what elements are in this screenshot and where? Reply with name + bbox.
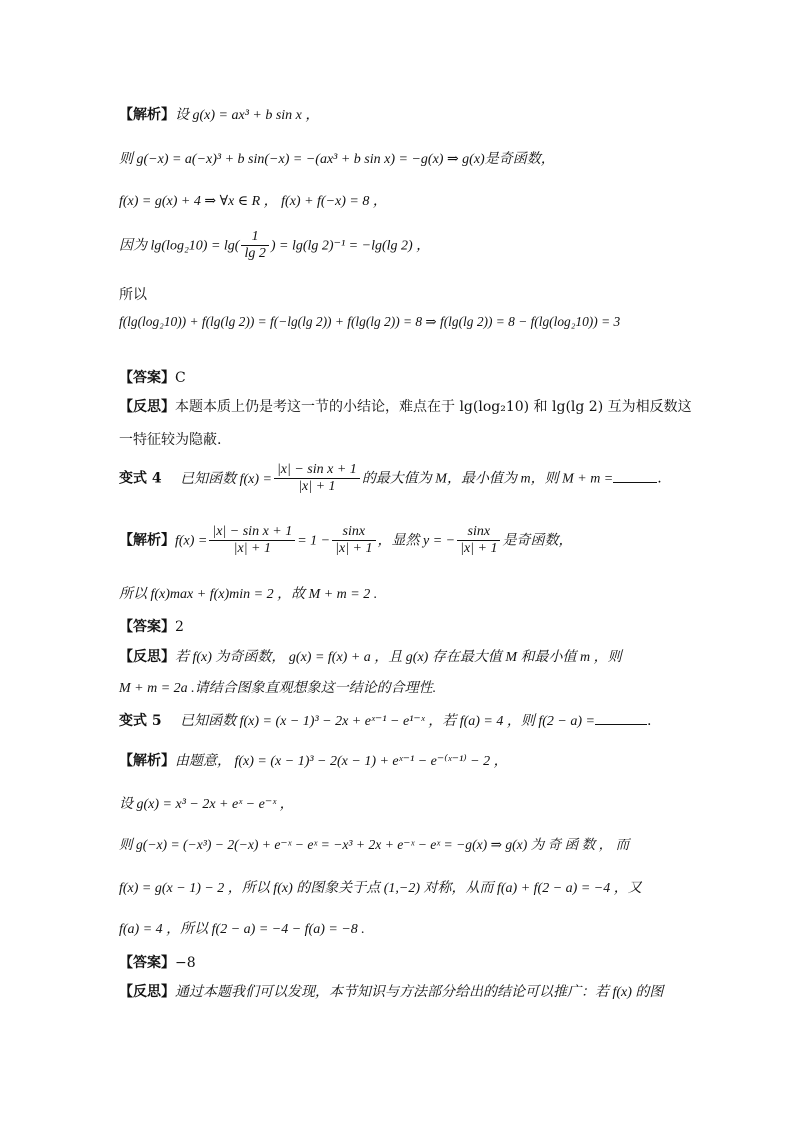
variant-4-suffix: 的最大值为 M，最小值为 m，则 M + m = — [361, 471, 614, 487]
reflection-2-line-2 — [119, 679, 436, 698]
reflection-3-text-1: 通过本题我们可以发现，本节知识与方法部分给出的结论可以推广：若 f(x) 的图 — [175, 985, 664, 1000]
answer-3-line — [119, 954, 196, 972]
answer-2-value: 2 — [175, 619, 184, 635]
solution-1-line-4 — [119, 229, 430, 262]
reflection-2-text-1: 若 f(x) 为奇函数， g(x) = f(x) + a ，且 g(x) 存在最大值 M 和最小值 m ，则 — [175, 650, 622, 665]
solution-1-line-2 — [119, 150, 555, 169]
solution-2-fraction-2 — [332, 524, 375, 557]
variant-4-line — [119, 462, 662, 495]
solution-3-line-5 — [119, 920, 365, 939]
solution-3-text-3: 则 g(−x) = (−x³) − 2(−x) + e⁻ˣ − eˣ = −x³ + 2x + e⁻ˣ − eˣ = −g(x) ⇒ g(x) 为 奇 函 数 ， 而 — [119, 837, 630, 852]
variant-4-end: . — [657, 470, 662, 487]
fraction-denominator: |x| + 1 — [233, 541, 271, 556]
solution-1-text-4b: ) = lg(lg 2)⁻¹ = −lg(lg 2) ， — [270, 238, 431, 254]
answer-1-value: C — [175, 370, 186, 386]
fraction-denominator: lg 2 — [244, 246, 266, 261]
solution-3-line-4 — [119, 879, 642, 898]
fraction-numerator: sinx — [457, 524, 500, 541]
solution-2-mid-2: ，显然 y = − — [377, 533, 456, 549]
solution-3-text-5: f(a) = 4 ，所以 f(2 − a) = −4 − f(a) = −8 . — [119, 922, 365, 937]
solution-3-line-3 — [119, 836, 629, 854]
fraction-1-over-lg2 — [241, 229, 268, 262]
solution-3-text-4: f(x) = g(x − 1) − 2 ，所以 f(x) 的图象关于点 (1,−2) 对称，从而 f(a) + f(2 − a) = −4 ，又 — [119, 881, 642, 896]
variant-4-fraction — [274, 462, 360, 495]
solution-2-text-2: 所以 f(x)max + f(x)min = 2 ，故 M + m = 2 . — [119, 587, 378, 602]
answer-3-value: −8 — [175, 955, 196, 971]
solution-2-mid-1: = 1 − — [297, 533, 331, 549]
solution-3-line-2 — [119, 795, 294, 814]
solution-1-text-6: f(lg(log₂10)) + f(lg(lg 2)) = f(−lg(lg 2)) + f(lg(lg 2)) = 8 ⇒ f(lg(lg 2)) = 8 − f(lg(log₂10)) = 3 — [119, 314, 621, 329]
solution-1-line-1 — [119, 106, 319, 125]
solution-2-line-1 — [119, 524, 572, 557]
solution-1-line-6 — [119, 313, 620, 332]
reflection-1-line-2 — [119, 431, 221, 449]
variant-5-label: 变式 5 — [119, 713, 162, 729]
solution-2-fraction-1 — [209, 524, 295, 557]
solution-1-label: 【解析】 — [119, 107, 175, 123]
solution-1-text-3: f(x) = g(x) + 4 ⇒ ∀x ∈ R ， f(x) + f(−x) = 8 ， — [119, 194, 387, 209]
solution-2-line-2 — [119, 585, 377, 604]
solution-2-suffix: 是奇函数， — [502, 533, 573, 549]
reflection-1-label: 【反思】 — [119, 399, 175, 415]
solution-3-text-2: 设 g(x) = x³ − 2x + eˣ − e⁻ˣ ， — [119, 797, 294, 812]
reflection-1-text-2: 一特征较为隐蔽. — [119, 432, 222, 448]
solution-2-prefix: f(x) = — [175, 533, 208, 549]
variant-4-prefix: 已知函数 f(x) = — [180, 471, 272, 487]
solution-3-line-1 — [119, 752, 508, 771]
solution-3-text-1: 由题意， f(x) = (x − 1)³ − 2(x − 1) + eˣ⁻¹ − e⁻⁽ˣ⁻¹⁾ − 2 ， — [175, 754, 508, 769]
fraction-denominator: |x| + 1 — [460, 541, 498, 556]
reflection-3-line-1 — [119, 983, 663, 1002]
solution-1-text-1: 设 g(x) = ax³ + b sin x ， — [175, 108, 320, 123]
reflection-1-text-1: 本题本质上仍是考这一节的小结论，难点在于 lg(log₂10) 和 lg(lg 2) 互为相反数这 — [175, 399, 692, 415]
variant-4-label: 变式 4 — [119, 470, 162, 487]
variant-5-line — [119, 712, 651, 731]
solution-3-label: 【解析】 — [119, 753, 175, 769]
reflection-2-label: 【反思】 — [119, 649, 175, 665]
variant-5-text: 已知函数 f(x) = (x − 1)³ − 2x + eˣ⁻¹ − e¹⁻ˣ ，若 f(a) = 4 ，则 f(2 − a) = — [180, 714, 595, 729]
fraction-denominator: |x| + 1 — [335, 541, 373, 556]
solution-1-text-4a: 因为 lg(log₂10) = lg( — [119, 238, 240, 254]
answer-1-label: 【答案】 — [119, 370, 175, 386]
solution-1-text-5: 所以 — [119, 287, 147, 303]
solution-1-text-2: 则 g(−x) = a(−x)³ + b sin(−x) = −(ax³ + b sin x) = −g(x) ⇒ g(x)是奇函数， — [119, 152, 555, 167]
answer-2-label: 【答案】 — [119, 619, 175, 635]
fraction-numerator: |x| − sin x + 1 — [209, 524, 295, 541]
solution-1-line-5 — [119, 286, 147, 304]
answer-blank — [595, 712, 647, 725]
solution-2-fraction-3 — [457, 524, 500, 557]
fraction-numerator: 1 — [241, 229, 268, 246]
reflection-2-line-1 — [119, 648, 622, 667]
answer-1-line — [119, 369, 186, 387]
answer-3-label: 【答案】 — [119, 955, 175, 971]
reflection-1-line-1 — [119, 398, 692, 416]
fraction-numerator: |x| − sin x + 1 — [274, 462, 360, 479]
reflection-2-text-2: M + m = 2a .请结合图象直观想象这一结论的合理性. — [119, 681, 437, 696]
reflection-3-label: 【反思】 — [119, 984, 175, 1000]
solution-2-label: 【解析】 — [119, 532, 175, 549]
fraction-numerator: sinx — [332, 524, 375, 541]
solution-1-line-3 — [119, 192, 387, 211]
answer-2-line — [119, 618, 184, 636]
variant-5-end: . — [646, 713, 652, 729]
fraction-denominator: |x| + 1 — [298, 479, 336, 494]
answer-blank — [613, 470, 657, 483]
